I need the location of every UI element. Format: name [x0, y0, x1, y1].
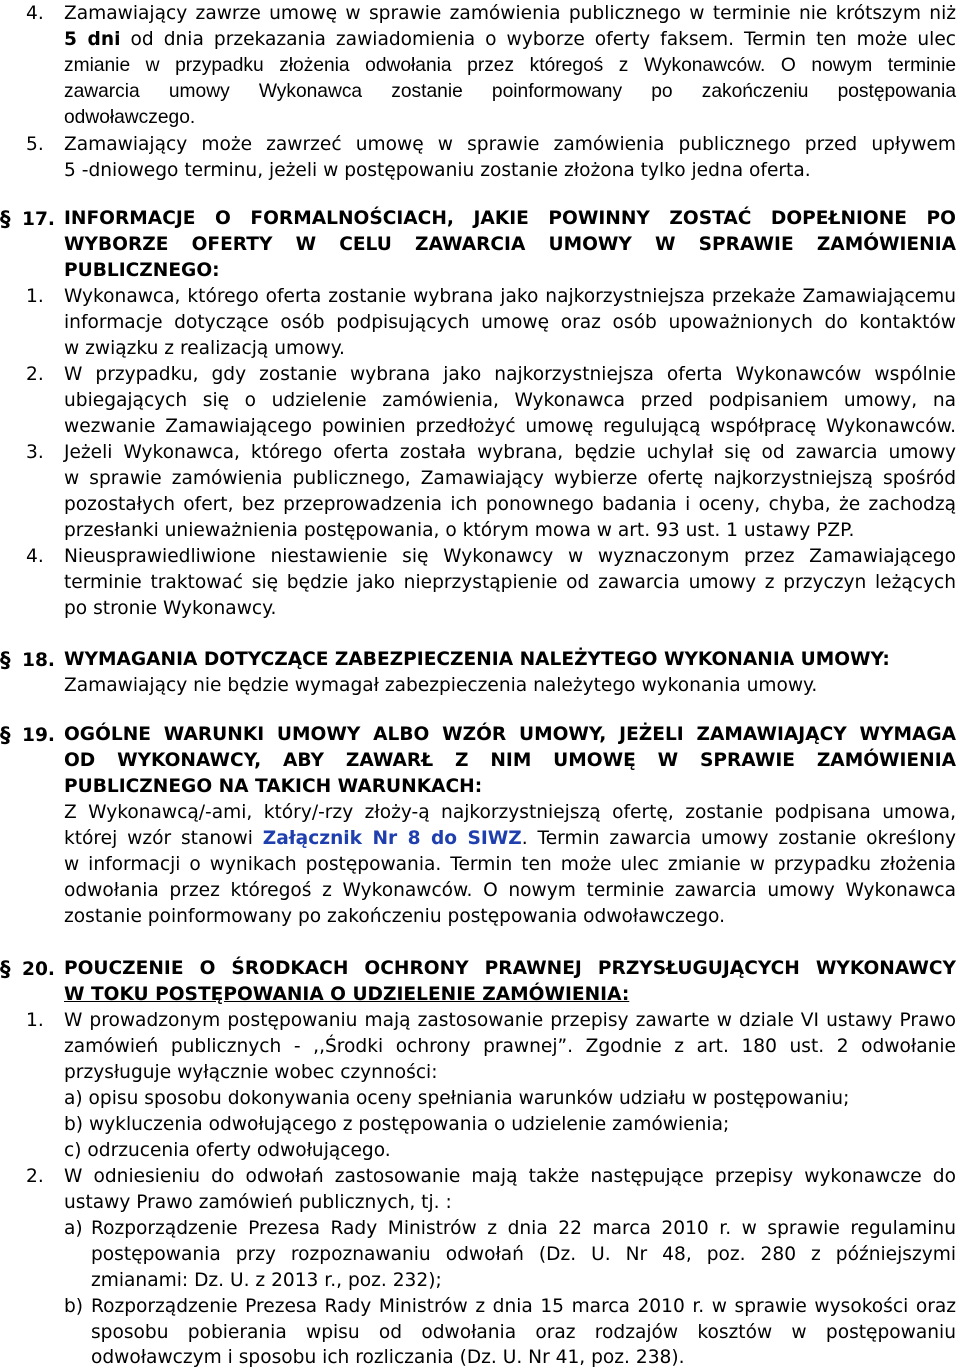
section-title-line: PUBLICZNEGO: [64, 260, 220, 281]
paragraph-line: sposobu pobierania wpisu od odwołania oraz rodzajów kosztów w postępowaniu [91, 1322, 956, 1343]
section-number: 17. [22, 209, 55, 230]
section-title-line: WYMAGANIA DOTYCZĄCE ZABEZPIECZENIA NALEŻYTEGO WYKONANIA UMOWY: [64, 649, 890, 670]
section-symbol: § [0, 723, 11, 747]
paragraph-line: Zamawiający może zawrzeć umowę w sprawie zamówienia publicznego przed upływem [64, 134, 956, 155]
text-run: od dnia przekazania zawiadomienia o wyborze oferty faksem. Termin ten może ulec [120, 29, 956, 50]
paragraph-line: Rozporządzenie Prezesa Rady Ministrów z dnia 22 marca 2010 r. w sprawie regulaminu [91, 1218, 956, 1239]
section-symbol: § [0, 648, 11, 672]
paragraph-line: ustawy Prawo zamówień publicznych, tj. : [64, 1192, 452, 1213]
paragraph-line: Zamawiający nie będzie wymagał zabezpieczenia należytego wykonania umowy. [64, 675, 818, 696]
item-number: 3. [26, 442, 44, 463]
item-number: 2. [26, 1166, 44, 1187]
section-title-line: PUBLICZNEGO NA TAKICH WARUNKACH: [64, 776, 483, 797]
paragraph-line: terminie traktować się będzie jako nieprzystąpienie od zawarcia umowy z przyczyn leżących [64, 572, 956, 593]
subitem-label: a) [64, 1218, 83, 1239]
section-number: 20. [22, 959, 55, 980]
paragraph-line: ubiegających się o udzielenie zamówienia, Wykonawca przed podpisaniem umowy, na [64, 390, 956, 411]
paragraph-line: Zamawiający zawrze umowę w sprawie zamówienia publicznego w terminie nie krótszym niż [64, 3, 956, 24]
bold-term: 5 dni [64, 29, 121, 50]
section-title-line: OD WYKONAWCY, ABY ZAWARŁ Z NIM UMOWĘ W SPRAWIE ZAMÓWIENIA [64, 750, 956, 771]
paragraph-line: a) opisu sposobu dokonywania oceny spełniania warunków udziału w postępowaniu; [64, 1088, 850, 1109]
subitem-label: b) [64, 1296, 84, 1317]
paragraph-line: W prowadzonym postępowaniu mają zastosowanie przepisy zawarte w dziale VI ustawy Prawo [64, 1010, 956, 1031]
paragraph-line: przysługuje wyłącznie wobec czynności: [64, 1062, 438, 1083]
paragraph-line: zamówień publicznych - ,,Środki ochrony prawnej”. Zgodnie z art. 180 ust. 2 odwołanie [64, 1036, 956, 1057]
item-number: 5. [26, 134, 44, 155]
paragraph-line: po stronie Wykonawcy. [64, 598, 277, 619]
paragraph-line: Jeżeli Wykonawca, którego oferta została wybrana, będzie uchylał się od zawarcia umowy [64, 442, 956, 463]
paragraph-line: przesłanki unieważnienia postępowania, o którym mowa w art. 93 ust. 1 ustawy PZP. [64, 520, 855, 541]
item-number: 1. [26, 1010, 44, 1031]
paragraph-line: b) wykluczenia odwołującego z postępowania o udzielenie zamówienia; [64, 1114, 730, 1135]
item-number: 4. [26, 546, 44, 567]
text-run: . Termin zawarcia umowy zostanie określony [521, 828, 956, 849]
paragraph-line: Z Wykonawcą/-ami, który/-rzy złoży-ą najkorzystniejszą ofertę, zostanie podpisana umowa, [64, 802, 956, 823]
paragraph-line: zawarcia umowy Wykonawca zostanie poinformowany po zakończeniu postępowania [64, 81, 956, 102]
paragraph-line: informacje dotyczące osób podpisujących umowę oraz osób upoważnionych do kontaktów [64, 312, 956, 333]
item-number: 2. [26, 364, 44, 385]
paragraph-line: w sprawie zamówienia publicznego, Zamawiający wybierze ofertę najkorzystniejszą spośród [64, 468, 956, 489]
section-title-line: W TOKU POSTĘPOWANIA O UDZIELENIE ZAMÓWIENIA: [64, 984, 630, 1005]
item-number: 4. [26, 3, 44, 24]
paragraph-line: pozostałych ofert, bez przeprowadzenia ich ponownego badania i oceny, chyba, że zachodzą [64, 494, 956, 515]
paragraph-line: w informacji o wynikach postępowania. Termin ten może ulec zmianie w przypadku złożenia [64, 854, 956, 875]
paragraph-line: odwoławczego. [64, 107, 196, 128]
paragraph-line: Rozporządzenie Prezesa Rady Ministrów z dnia 15 marca 2010 r. w sprawie wysokości oraz [91, 1296, 956, 1317]
section-title-line: OGÓLNE WARUNKI UMOWY ALBO WZÓR UMOWY, JEŻELI ZAMAWIAJĄCY WYMAGA [64, 724, 956, 745]
paragraph-line: W przypadku, gdy zostanie wybrana jako najkorzystniejsza oferta Wykonawców wspólnie [64, 364, 956, 385]
section-title-line: INFORMACJE O FORMALNOŚCIACH, JAKIE POWINNY ZOSTAĆ DOPEŁNIONE PO [64, 208, 956, 229]
section-title-line: WYBORZE OFERTY W CELU ZAWARCIA UMOWY W SPRAWIE ZAMÓWIENIA [64, 234, 956, 255]
paragraph-line: zostanie poinformowany po zakończeniu postępowania odwoławczego. [64, 906, 726, 927]
section-symbol: § [0, 207, 11, 231]
paragraph-line: zmianami: Dz. U. z 2013 r., poz. 232); [91, 1270, 442, 1291]
section-number: 18. [22, 650, 55, 671]
section-number: 19. [22, 725, 55, 746]
paragraph-line: odwoławczym i sposobu ich rozliczania (Dz. U. Nr 41, poz. 238). [91, 1347, 685, 1368]
item-number: 1. [26, 286, 44, 307]
paragraph-line: Wykonawca, którego oferta zostanie wybrana jako najkorzystniejsza przekaże Zamawiającemu [64, 286, 956, 307]
paragraph-line: c) odrzucenia oferty odwołującego. [64, 1140, 391, 1161]
section-symbol: § [0, 957, 11, 981]
paragraph-line [64, 827, 956, 851]
section-title-line: POUCZENIE O ŚRODKACH OCHRONY PRAWNEJ PRZYSŁUGUJĄCYCH WYKONAWCY [64, 958, 956, 979]
paragraph-line: zmianie w przypadku złożenia odwołania przez któregoś z Wykonawców. O nowym terminie [64, 55, 956, 76]
paragraph-line: postępowania przy rozpoznawaniu odwołań (Dz. U. Nr 48, poz. 280 z późniejszymi [91, 1244, 956, 1265]
paragraph-line: wezwanie Zamawiającego powinien przedłożyć umowę regulującą współpracę Wykonawców. [64, 416, 956, 437]
text-run: której wzór stanowi [64, 828, 263, 849]
paragraph-line: 5 -dniowego terminu, jeżeli w postępowaniu zostanie złożona tylko jedna oferta. [64, 160, 811, 181]
paragraph-line: W odniesieniu do odwołań zastosowanie mają także następujące przepisy wykonawcze do [64, 1166, 956, 1187]
paragraph-line: odwołania przez któregoś z Wykonawców. O nowym terminie zawarcia umowy Wykonawca [64, 880, 956, 901]
paragraph-line: Nieusprawiedliwione niestawienie się Wykonawcy w wyznaczonym przez Zamawiającego [64, 546, 956, 567]
paragraph-line [64, 28, 956, 52]
paragraph-line: w związku z realizacją umowy. [64, 338, 345, 359]
attachment-reference: Załącznik Nr 8 do SIWZ [262, 828, 522, 849]
